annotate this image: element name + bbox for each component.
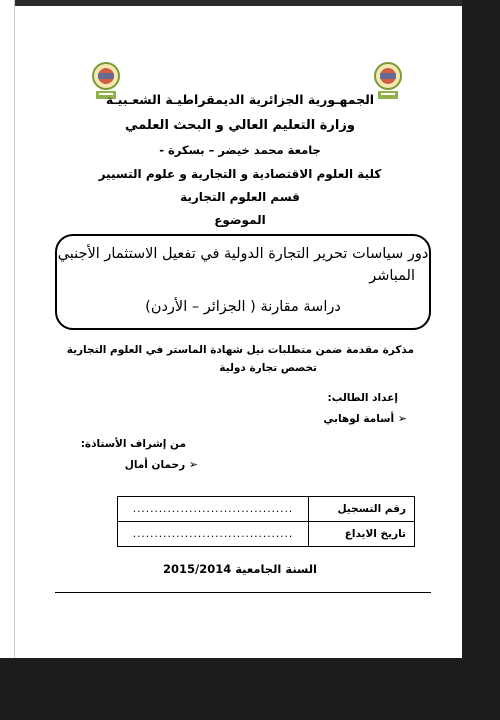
memo-description: مذكرة مقدمة ضمن متطلبات نيل شهادة الماستر في العلوم التجارية xyxy=(66,344,414,356)
registry-table xyxy=(117,496,415,547)
faculty-heading: كلية العلوم الاقتصادية و التجارية و علوم التسيير xyxy=(98,167,382,181)
supervisor-name: رحمان أمال xyxy=(124,459,186,471)
supervisor-label: من إشراف الأستاذة: xyxy=(80,438,186,450)
footer-rule xyxy=(55,592,431,593)
thesis-title-box xyxy=(55,234,431,330)
university-heading: جامعة محمد خيضر – بسكرة - xyxy=(159,143,321,157)
deposit-date-label: تاريخ الايداع xyxy=(309,522,415,547)
student-label: إعداد الطالب: xyxy=(327,392,398,404)
viewer-left-edge xyxy=(0,0,15,658)
academic-year: السنة الجامعية 2015/2014 xyxy=(162,562,317,576)
department-heading: قسم العلوم التجارية xyxy=(180,190,300,204)
bullet-arrow-icon: ➢ xyxy=(188,458,198,471)
bullet-arrow-icon: ➢ xyxy=(397,412,407,425)
student-entry xyxy=(323,412,407,425)
thesis-title-line3: دراسة مقارنة ( الجزائر – الأردن) xyxy=(145,299,341,315)
registration-number-value: ..................................... xyxy=(118,497,309,522)
viewer-bottom-frame xyxy=(0,658,500,720)
republic-heading: الجمهـورية الجزائرية الديمقراطيـة الشعـبيـة xyxy=(105,92,375,107)
thesis-title-line2: المباشر xyxy=(369,268,415,284)
viewer-right-frame xyxy=(462,0,500,720)
memo-specialization: تخصص تجارة دولية xyxy=(219,362,317,374)
student-name: أسامة لوهابي xyxy=(323,413,395,425)
subject-label: الموضوع xyxy=(214,213,266,227)
table-row xyxy=(118,522,415,547)
table-row xyxy=(118,497,415,522)
supervisor-entry xyxy=(125,458,198,471)
document-page xyxy=(15,6,462,658)
thesis-title-line1: دور سياسات تحرير التجارة الدولية في تفعيل الاستثمار الأجنبي xyxy=(57,246,429,262)
registration-number-label: رقم التسجيل xyxy=(309,497,415,522)
ministry-heading: وزارة التعليم العالي و البحث العلمي xyxy=(125,118,355,133)
deposit-date-value: ..................................... xyxy=(118,522,309,547)
